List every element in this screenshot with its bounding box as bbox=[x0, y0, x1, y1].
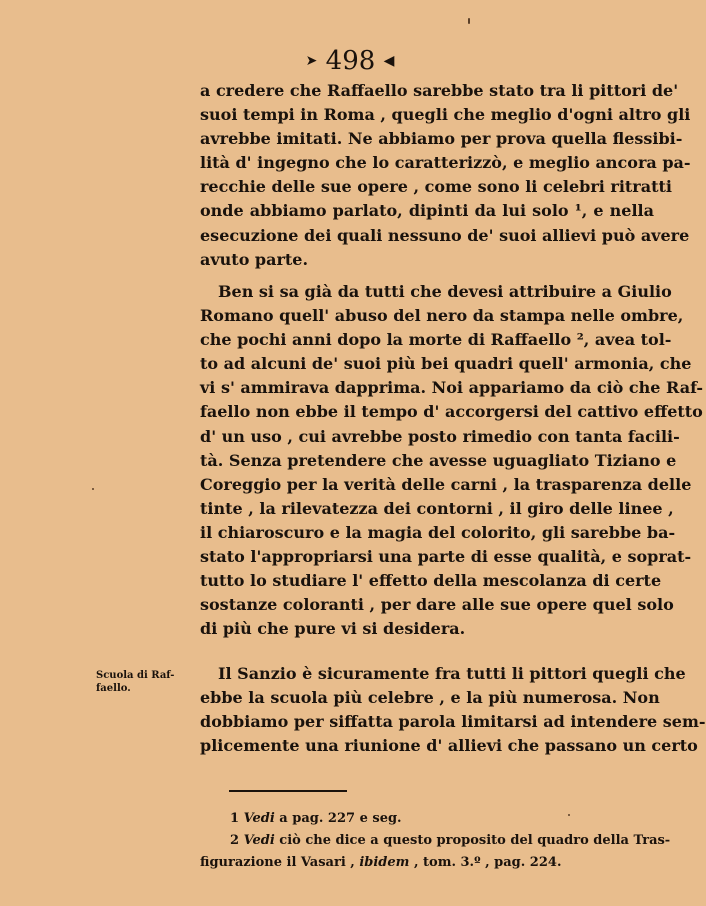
footnote-text: ciò che dice a questo proposito del quadro della Tras- bbox=[274, 833, 671, 848]
text-line: d' un uso , cui avrebbe posto rimedio con tanta facili- bbox=[200, 426, 680, 446]
margin-note-line: Scuola di Raf- bbox=[96, 670, 175, 681]
text-line: lità d' ingegno che lo caratterizzò, e meglio ancora pa- bbox=[200, 153, 691, 173]
text-line: tutto lo studiare l' effetto della mescolanza di certe bbox=[200, 571, 662, 591]
text-line: recchie delle sue opere , come sono li celebri ritratti bbox=[200, 177, 672, 197]
text-line: faello non ebbe il tempo d' accorgersi del cattivo effetto bbox=[200, 402, 703, 422]
footnote-number: 1 bbox=[230, 811, 240, 826]
text-line: avrebbe imitati. Ne abbiamo per prova quella flessibi- bbox=[200, 129, 683, 149]
text-line: ebbe la scuola più celebre , e la più numerosa. Non bbox=[200, 688, 660, 708]
ink-speck bbox=[468, 18, 470, 24]
paragraph-3 bbox=[200, 662, 706, 758]
footnote-text: figurazione il Vasari , bbox=[200, 855, 360, 870]
text-line: tinte , la rilevatezza dei contorni , il giro delle linee , bbox=[200, 498, 674, 518]
text-line: vi s' ammirava dapprima. Noi appariamo da ciò che Raf- bbox=[200, 378, 704, 398]
text-line: onde abbiamo parlato, dipinti da lui solo ¹, e nella bbox=[200, 201, 654, 221]
margin-note bbox=[96, 669, 186, 695]
text-line: Coreggio per la verità delle carni , la trasparenza delle bbox=[200, 474, 692, 494]
page-number-header bbox=[0, 46, 700, 76]
text-line: sostanze coloranti , per dare alle sue opere quel solo bbox=[200, 595, 674, 615]
text-line: dobbiamo per siffatta parola limitarsi ad intendere sem- bbox=[200, 712, 706, 732]
text-line: di più che pure vi si desidera. bbox=[200, 619, 466, 639]
footnote-2 bbox=[200, 830, 671, 852]
margin-note-line: faello. bbox=[96, 683, 131, 694]
text-line: plicemente una riunione d' allievi che passano un certo bbox=[200, 736, 698, 756]
text-line: to ad alcuni de' suoi più bei quadri quell' armonia, che bbox=[200, 354, 692, 374]
footnote-italic: Vedi bbox=[243, 811, 275, 826]
footnote-number: 2 bbox=[230, 833, 240, 848]
text-line: suoi tempi in Roma , quegli che meglio d'ogni altro gli bbox=[200, 105, 691, 125]
footnote-italic: ibidem bbox=[359, 855, 410, 870]
footnote-text: , tom. 3.º , pag. 224. bbox=[409, 855, 562, 870]
text-line: il chiaroscuro e la magia del colorito, gli sarebbe ba- bbox=[200, 522, 676, 542]
text-line: tà. Senza pretendere che avesse uguagliato Tiziano e bbox=[200, 450, 677, 470]
text-line: Il Sanzio è sicuramente fra tutti li pittori quegli che bbox=[218, 664, 686, 683]
text-line: stato l'appropriarsi una parte di esse qualità, e soprat- bbox=[200, 547, 692, 567]
text-line: Romano quell' abuso del nero da stampa nelle ombre, bbox=[200, 306, 684, 326]
text-line: Ben si sa già da tutti che devesi attribuire a Giulio bbox=[218, 282, 672, 301]
right-arrow-icon: ➤ bbox=[305, 53, 318, 69]
text-line: esecuzione dei quali nessuno de' suoi allievi può avere bbox=[200, 225, 690, 245]
paragraph-1 bbox=[200, 79, 691, 272]
footnote-separator bbox=[229, 790, 347, 792]
page-number: 498 bbox=[325, 46, 376, 76]
text-line: a credere che Raffaello sarebbe stato tra li pittori de' bbox=[200, 81, 679, 100]
footnote-italic: Vedi bbox=[243, 833, 275, 848]
footnote-1 bbox=[200, 808, 660, 830]
footnote-2-continued bbox=[200, 852, 660, 874]
paragraph-2 bbox=[200, 280, 704, 641]
footnotes bbox=[200, 808, 671, 874]
left-arrow-icon: ◀ bbox=[383, 53, 395, 69]
footnote-text: a pag. 227 e seg. bbox=[274, 811, 402, 826]
ink-speck bbox=[92, 488, 94, 490]
text-line: avuto parte. bbox=[200, 249, 309, 269]
text-line: che pochi anni dopo la morte di Raffaello ², avea tol- bbox=[200, 330, 672, 350]
